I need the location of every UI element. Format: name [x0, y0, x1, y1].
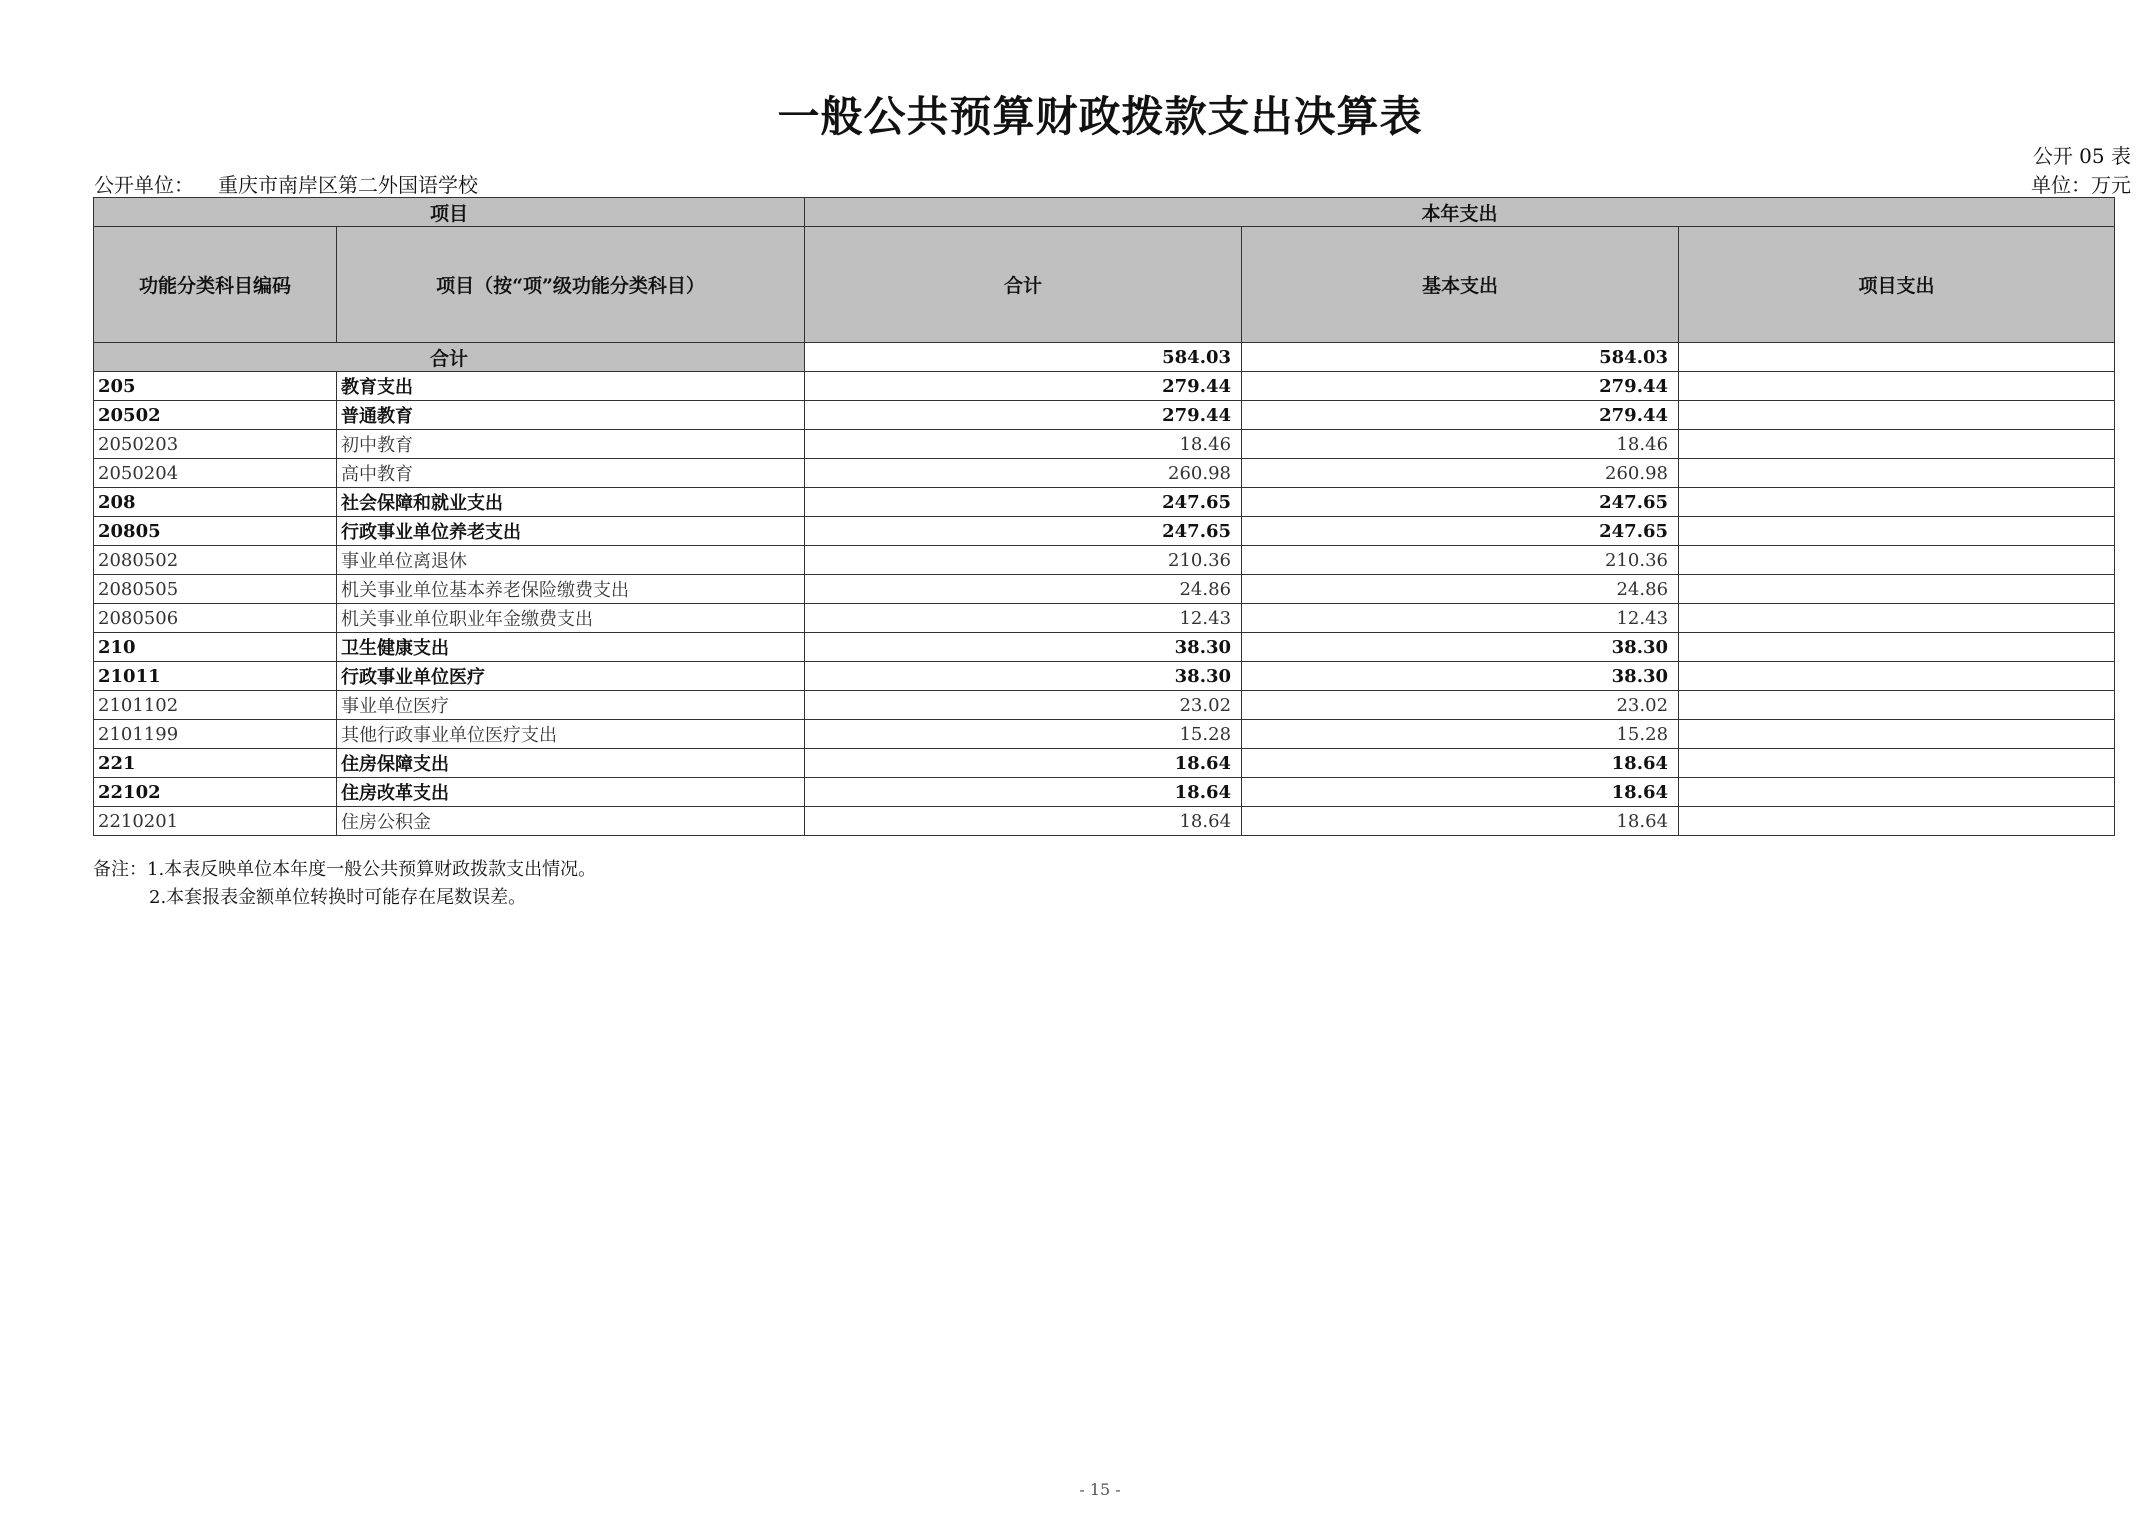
cell-item-name: 机关事业单位基本养老保险缴费支出: [337, 575, 805, 604]
currency-unit: 单位：万元: [2031, 173, 2131, 197]
cell-code: 2080502: [94, 546, 337, 575]
cell-basic: 38.30: [1242, 633, 1679, 662]
cell-total: 210.36: [805, 546, 1242, 575]
cell-total: 247.65: [805, 488, 1242, 517]
page-number: - 15 -: [1079, 1480, 1121, 1499]
cell-project: [1679, 488, 2115, 517]
total-row-total: 584.03: [805, 343, 1242, 372]
unit-info-row: [94, 169, 2131, 197]
cell-project: [1679, 807, 2115, 836]
header-basic: 基本支出: [1242, 227, 1679, 343]
cell-total: 260.98: [805, 459, 1242, 488]
table-row: [94, 401, 2115, 430]
cell-item-name: 住房改革支出: [337, 778, 805, 807]
cell-basic: 18.46: [1242, 430, 1679, 459]
table-row: [94, 633, 2115, 662]
cell-code: 2080505: [94, 575, 337, 604]
cell-item-name: 教育支出: [337, 372, 805, 401]
cell-basic: 18.64: [1242, 778, 1679, 807]
table-row: [94, 488, 2115, 517]
cell-project: [1679, 575, 2115, 604]
expenditure-table: [93, 197, 2115, 836]
notes: [93, 856, 596, 912]
cell-code: 21011: [94, 662, 337, 691]
cell-project: [1679, 517, 2115, 546]
form-number: 公开 05 表: [2032, 144, 2131, 168]
table-row: [94, 604, 2115, 633]
cell-basic: 23.02: [1242, 691, 1679, 720]
cell-project: [1679, 662, 2115, 691]
cell-item-name: 行政事业单位医疗: [337, 662, 805, 691]
cell-total: 24.86: [805, 575, 1242, 604]
cell-total: 247.65: [805, 517, 1242, 546]
cell-item-name: 社会保障和就业支出: [337, 488, 805, 517]
cell-code: 2050204: [94, 459, 337, 488]
cell-total: 23.02: [805, 691, 1242, 720]
table-row: [94, 807, 2115, 836]
cell-basic: 24.86: [1242, 575, 1679, 604]
cell-item-name: 普通教育: [337, 401, 805, 430]
cell-project: [1679, 430, 2115, 459]
cell-basic: 38.30: [1242, 662, 1679, 691]
total-row: [94, 343, 2115, 372]
total-row-label: 合计: [94, 343, 805, 372]
cell-project: [1679, 546, 2115, 575]
cell-total: 279.44: [805, 401, 1242, 430]
cell-project: [1679, 691, 2115, 720]
cell-total: 18.46: [805, 430, 1242, 459]
cell-total: 279.44: [805, 372, 1242, 401]
note-2: 2.本套报表金额单位转换时可能存在尾数误差。: [149, 887, 527, 908]
cell-basic: 18.64: [1242, 807, 1679, 836]
reporting-unit: [94, 169, 478, 198]
total-row-project: [1679, 343, 2115, 372]
table-row: [94, 372, 2115, 401]
cell-project: [1679, 459, 2115, 488]
cell-total: 38.30: [805, 633, 1242, 662]
header-code: 功能分类科目编码: [94, 227, 337, 343]
cell-item-name: 行政事业单位养老支出: [337, 517, 805, 546]
cell-item-name: 住房保障支出: [337, 749, 805, 778]
header-project: 项目: [94, 198, 805, 227]
header-current-year: 本年支出: [805, 198, 2115, 227]
reporting-unit-name: 重庆市南岸区第二外国语学校: [218, 173, 478, 197]
header-project-expenditure: 项目支出: [1679, 227, 2115, 343]
cell-item-name: 初中教育: [337, 430, 805, 459]
cell-basic: 18.64: [1242, 749, 1679, 778]
cell-project: [1679, 604, 2115, 633]
cell-code: 2210201: [94, 807, 337, 836]
header-item: 项目（按“项”级功能分类科目）: [337, 227, 805, 343]
header-row-2: [94, 227, 2115, 343]
cell-item-name: 高中教育: [337, 459, 805, 488]
cell-item-name: 事业单位医疗: [337, 691, 805, 720]
table-row: [94, 749, 2115, 778]
table-row: [94, 691, 2115, 720]
cell-basic: 279.44: [1242, 372, 1679, 401]
cell-project: [1679, 720, 2115, 749]
cell-code: 20805: [94, 517, 337, 546]
cell-item-name: 其他行政事业单位医疗支出: [337, 720, 805, 749]
cell-item-name: 事业单位离退休: [337, 546, 805, 575]
table-row: [94, 517, 2115, 546]
table-row: [94, 720, 2115, 749]
cell-code: 221: [94, 749, 337, 778]
cell-total: 12.43: [805, 604, 1242, 633]
header-row-1: [94, 198, 2115, 227]
cell-project: [1679, 633, 2115, 662]
cell-code: 2080506: [94, 604, 337, 633]
cell-code: 205: [94, 372, 337, 401]
cell-item-name: 机关事业单位职业年金缴费支出: [337, 604, 805, 633]
cell-code: 2101199: [94, 720, 337, 749]
cell-code: 22102: [94, 778, 337, 807]
table-row: [94, 546, 2115, 575]
table-row: [94, 778, 2115, 807]
table-row: [94, 459, 2115, 488]
cell-code: 2101102: [94, 691, 337, 720]
cell-total: 18.64: [805, 807, 1242, 836]
cell-basic: 247.65: [1242, 488, 1679, 517]
cell-project: [1679, 401, 2115, 430]
cell-basic: 12.43: [1242, 604, 1679, 633]
cell-project: [1679, 749, 2115, 778]
cell-basic: 15.28: [1242, 720, 1679, 749]
cell-item-name: 卫生健康支出: [337, 633, 805, 662]
cell-code: 208: [94, 488, 337, 517]
cell-item-name: 住房公积金: [337, 807, 805, 836]
cell-total: 38.30: [805, 662, 1242, 691]
cell-total: 18.64: [805, 778, 1242, 807]
table-row: [94, 575, 2115, 604]
cell-code: 20502: [94, 401, 337, 430]
cell-basic: 247.65: [1242, 517, 1679, 546]
total-row-basic: 584.03: [1242, 343, 1679, 372]
reporting-unit-label: 公开单位：: [94, 173, 194, 197]
table-row: [94, 662, 2115, 691]
cell-project: [1679, 778, 2115, 807]
cell-code: 210: [94, 633, 337, 662]
cell-project: [1679, 372, 2115, 401]
cell-total: 18.64: [805, 749, 1242, 778]
page-title: 一般公共预算财政拨款支出决算表: [777, 92, 1423, 141]
cell-total: 15.28: [805, 720, 1242, 749]
note-1: 备注：1.本表反映单位本年度一般公共预算财政拨款支出情况。: [93, 859, 597, 880]
cell-basic: 279.44: [1242, 401, 1679, 430]
cell-basic: 210.36: [1242, 546, 1679, 575]
cell-basic: 260.98: [1242, 459, 1679, 488]
cell-code: 2050203: [94, 430, 337, 459]
header-total: 合计: [805, 227, 1242, 343]
table-row: [94, 430, 2115, 459]
